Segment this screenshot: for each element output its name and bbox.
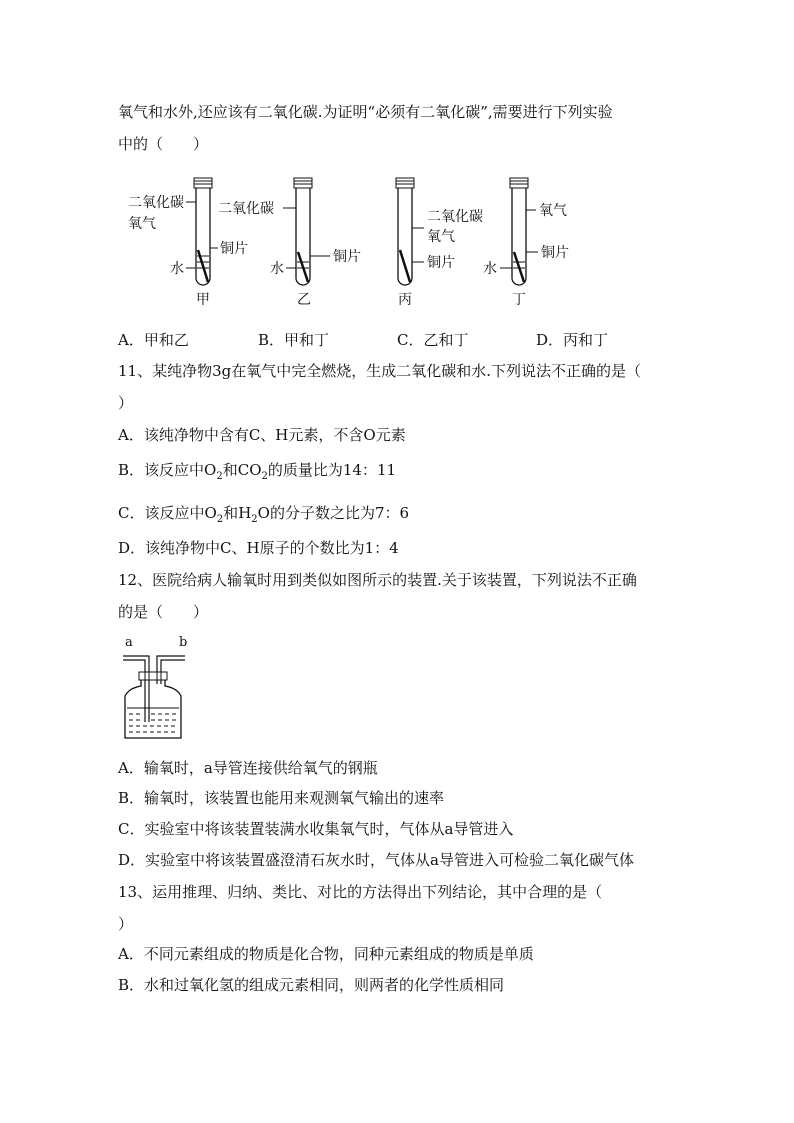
q11-option-a: A．该纯净物中含有C、H元素，不含O元素 [118, 426, 406, 444]
tube-ding-name: 丁 [512, 292, 526, 308]
tube-jia-gas-label-2: 氧气 [128, 216, 156, 232]
q10-stem-line1: 氧气和水外,还应该有二氧化碳.为证明“必须有二氧化碳”,需要进行下列实验 [118, 103, 613, 121]
q11-option-b: B．该反应中$O_2$和$CO_2$的质量比为14：11 [118, 461, 397, 482]
q11-option-c: C．该反应中$O_2$和$H_2O$的分子数之比为7：6 [118, 504, 410, 525]
tube-yi-name: 乙 [297, 292, 311, 308]
tube-ding [483, 178, 569, 308]
q12-stem-line2: 的是（ ） [118, 603, 209, 621]
tube-bing-name: 丙 [398, 292, 412, 308]
tube-jia-copper-label: 铜片 [220, 241, 248, 257]
q13-option-b: B．水和过氧化氢的组成元素相同，则两者的化学性质相同 [118, 976, 505, 994]
test-tube-figure [0, 170, 794, 320]
tube-ding-water-label: 水 [483, 261, 497, 277]
tube-b-label: b [179, 635, 188, 650]
tube-jia-gas-label: 二氧化碳 [128, 195, 184, 211]
tube-jia-water-label: 水 [170, 261, 184, 277]
tube-jia [128, 178, 248, 308]
q12-option-c: C．实验室中将该装置装满水收集氧气时，气体从a导管进入 [118, 820, 514, 838]
q10-option-d: D．丙和丁 [536, 331, 609, 349]
q12-option-a: A．输氧时，a导管连接供给氧气的钢瓶 [118, 759, 378, 777]
tube-bing-gas-label-2: 氧气 [427, 229, 455, 245]
tube-bing-copper-label: 铜片 [427, 255, 455, 271]
q11-stem-line1: 11、某纯净物3g在氧气中完全燃烧，生成二氧化碳和水.下列说法不正确的是（ [118, 362, 642, 380]
gas-washing-bottle-figure [115, 632, 235, 747]
q10-stem-line2: 中的（ ） [118, 135, 209, 153]
q13-option-a: A．不同元素组成的物质是化合物，同种元素组成的物质是单质 [118, 945, 534, 963]
tube-yi-water-label: 水 [270, 261, 284, 277]
q12-stem-line1: 12、医院给病人输氧时用到类似如图所示的装置.关于该装置，下列说法不正确 [118, 571, 637, 589]
q12-option-d: D．实验室中将该装置盛澄清石灰水时，气体从a导管进入可检验二氧化碳气体 [118, 851, 634, 869]
tube-jia-name: 甲 [196, 292, 210, 308]
tube-ding-gas-label: 氧气 [539, 203, 567, 219]
tube-yi-copper-label: 铜片 [333, 249, 361, 265]
q10-option-b: B．甲和丁 [258, 331, 330, 349]
tube-yi-gas-label: 二氧化碳 [218, 201, 274, 217]
q13-stem-line2: ） [118, 915, 134, 933]
tube-a-label: a [125, 635, 133, 650]
q11-stem-line2: ） [118, 394, 134, 412]
q10-option-a: A．甲和乙 [118, 331, 189, 349]
tube-bing-gas-label: 二氧化碳 [427, 209, 483, 225]
q13-stem-line1: 13、运用推理、归纳、类比、对比的方法得出下列结论，其中合理的是（ [118, 883, 603, 901]
q11-option-d: D．该纯净物中C、H原子的个数比为1：4 [118, 539, 399, 557]
q10-option-c: C．乙和丁 [397, 331, 469, 349]
q12-option-b: B．输氧时，该装置也能用来观测氧气输出的速率 [118, 789, 445, 807]
tube-bing [396, 178, 483, 308]
tube-ding-copper-label: 铜片 [541, 245, 569, 261]
